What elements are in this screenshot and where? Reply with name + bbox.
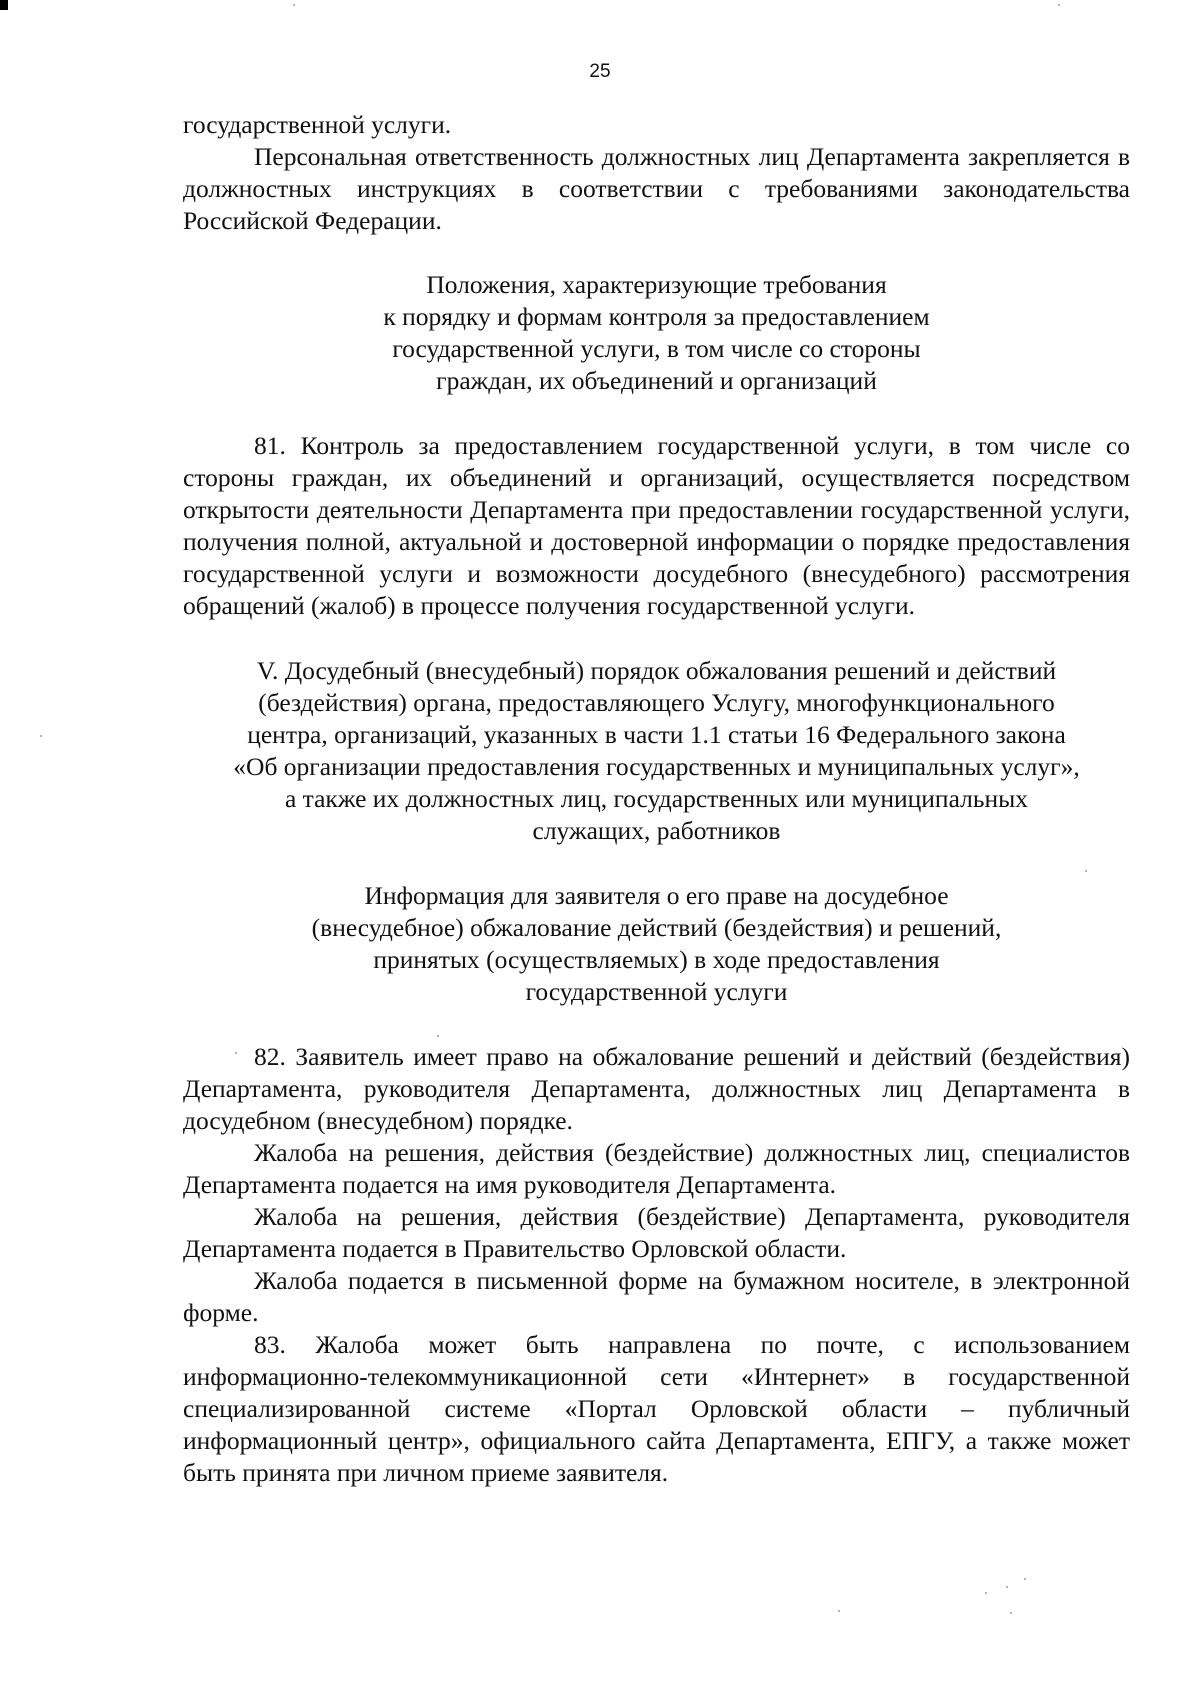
appeal-info-heading [183,880,1130,1008]
complaint-department-paragraph: Жалоба на решения, действия (бездействие) Департамента, руководителя Департамента подается в Правительство Орловской области. [183,1202,1130,1263]
scan-speck [1010,1612,1012,1614]
control-section-heading [183,269,1130,397]
continuation-paragraph: государственной услуги. [183,110,452,139]
heading-text: Информация для заявителя о его праве на досудебное (внесудебное) обжалование действий (бездействия) и решений, принятых (осуществляемых) в ходе предоставления государственной услуги [311,881,1002,1006]
heading-text: V. Досудебный (внесудебный) порядок обжалования решений и действий (бездействия) органа, предоставляющего Услугу, многофункционального центра, организаций, указанных в части 1.1 статьи 16 Федерального закона «Об организации предоставления государственных и муниципальных услуг», а также их должностных лиц, государственных или муниципальных служащих, работников [233,656,1080,845]
paragraph-83: 83. Жалоба может быть направлена по почте, с использованием информационно-телекоммуникационной сети «Интернет» в государственной специализированной системе «Портал Орловской области – публичный информационный центр», официального сайта Департамента, ЕПГУ, а также может быть принята при личном приеме заявителя. [183,1330,1130,1487]
scan-speck [1006,1586,1008,1588]
document-body [183,109,1130,1489]
scan-speck [1024,1578,1026,1580]
chapter-v-heading [183,655,1130,847]
scan-speck [838,1610,840,1612]
heading-text: Положения, характеризующие требования к порядку и формам контроля за предоставлением государственной услуги, в том числе со стороны граждан, их объединений и организаций [383,270,930,395]
scan-speck [40,735,42,737]
complaint-form-paragraph: Жалоба подается в письменной форме на бумажном носителе, в электронной форме. [183,1266,1130,1327]
scan-speck [1085,870,1087,872]
scan-speck [437,1035,439,1037]
scan-corner-mark [0,0,8,10]
responsibility-paragraph: Персональная ответственность должностных лиц Департамента закрепляется в должностных инструкциях в соответствии с требованиями законодательства Российской Федерации. [183,142,1130,235]
scan-speck [293,4,295,6]
page-number: 25 [589,61,611,82]
paragraph-82: 82. Заявитель имеет право на обжалование решений и действий (бездействия) Департамента, руководителя Департамента, должностных лиц Департамента в досудебном (внесудебном) порядке. [183,1042,1130,1135]
scan-speck [1058,4,1060,6]
paragraph-81: 81. Контроль за предоставлением государственной услуги, в том числе со стороны граждан, их объединений и организаций, осуществляется посредством открытости деятельности Департамента при предоставлении государственной услуги, получения полной, актуальной и достоверной информации о порядке предоставления государственной услуги и возможности досудебного (внесудебного) рассмотрения обращений (жалоб) в процессе получения государственной услуги. [183,431,1130,620]
complaint-officials-paragraph: Жалоба на решения, действия (бездействие) должностных лиц, специалистов Департамента подается на имя руководителя Департамента. [183,1138,1130,1199]
scan-speck [985,1592,987,1594]
scan-speck [235,1052,237,1054]
